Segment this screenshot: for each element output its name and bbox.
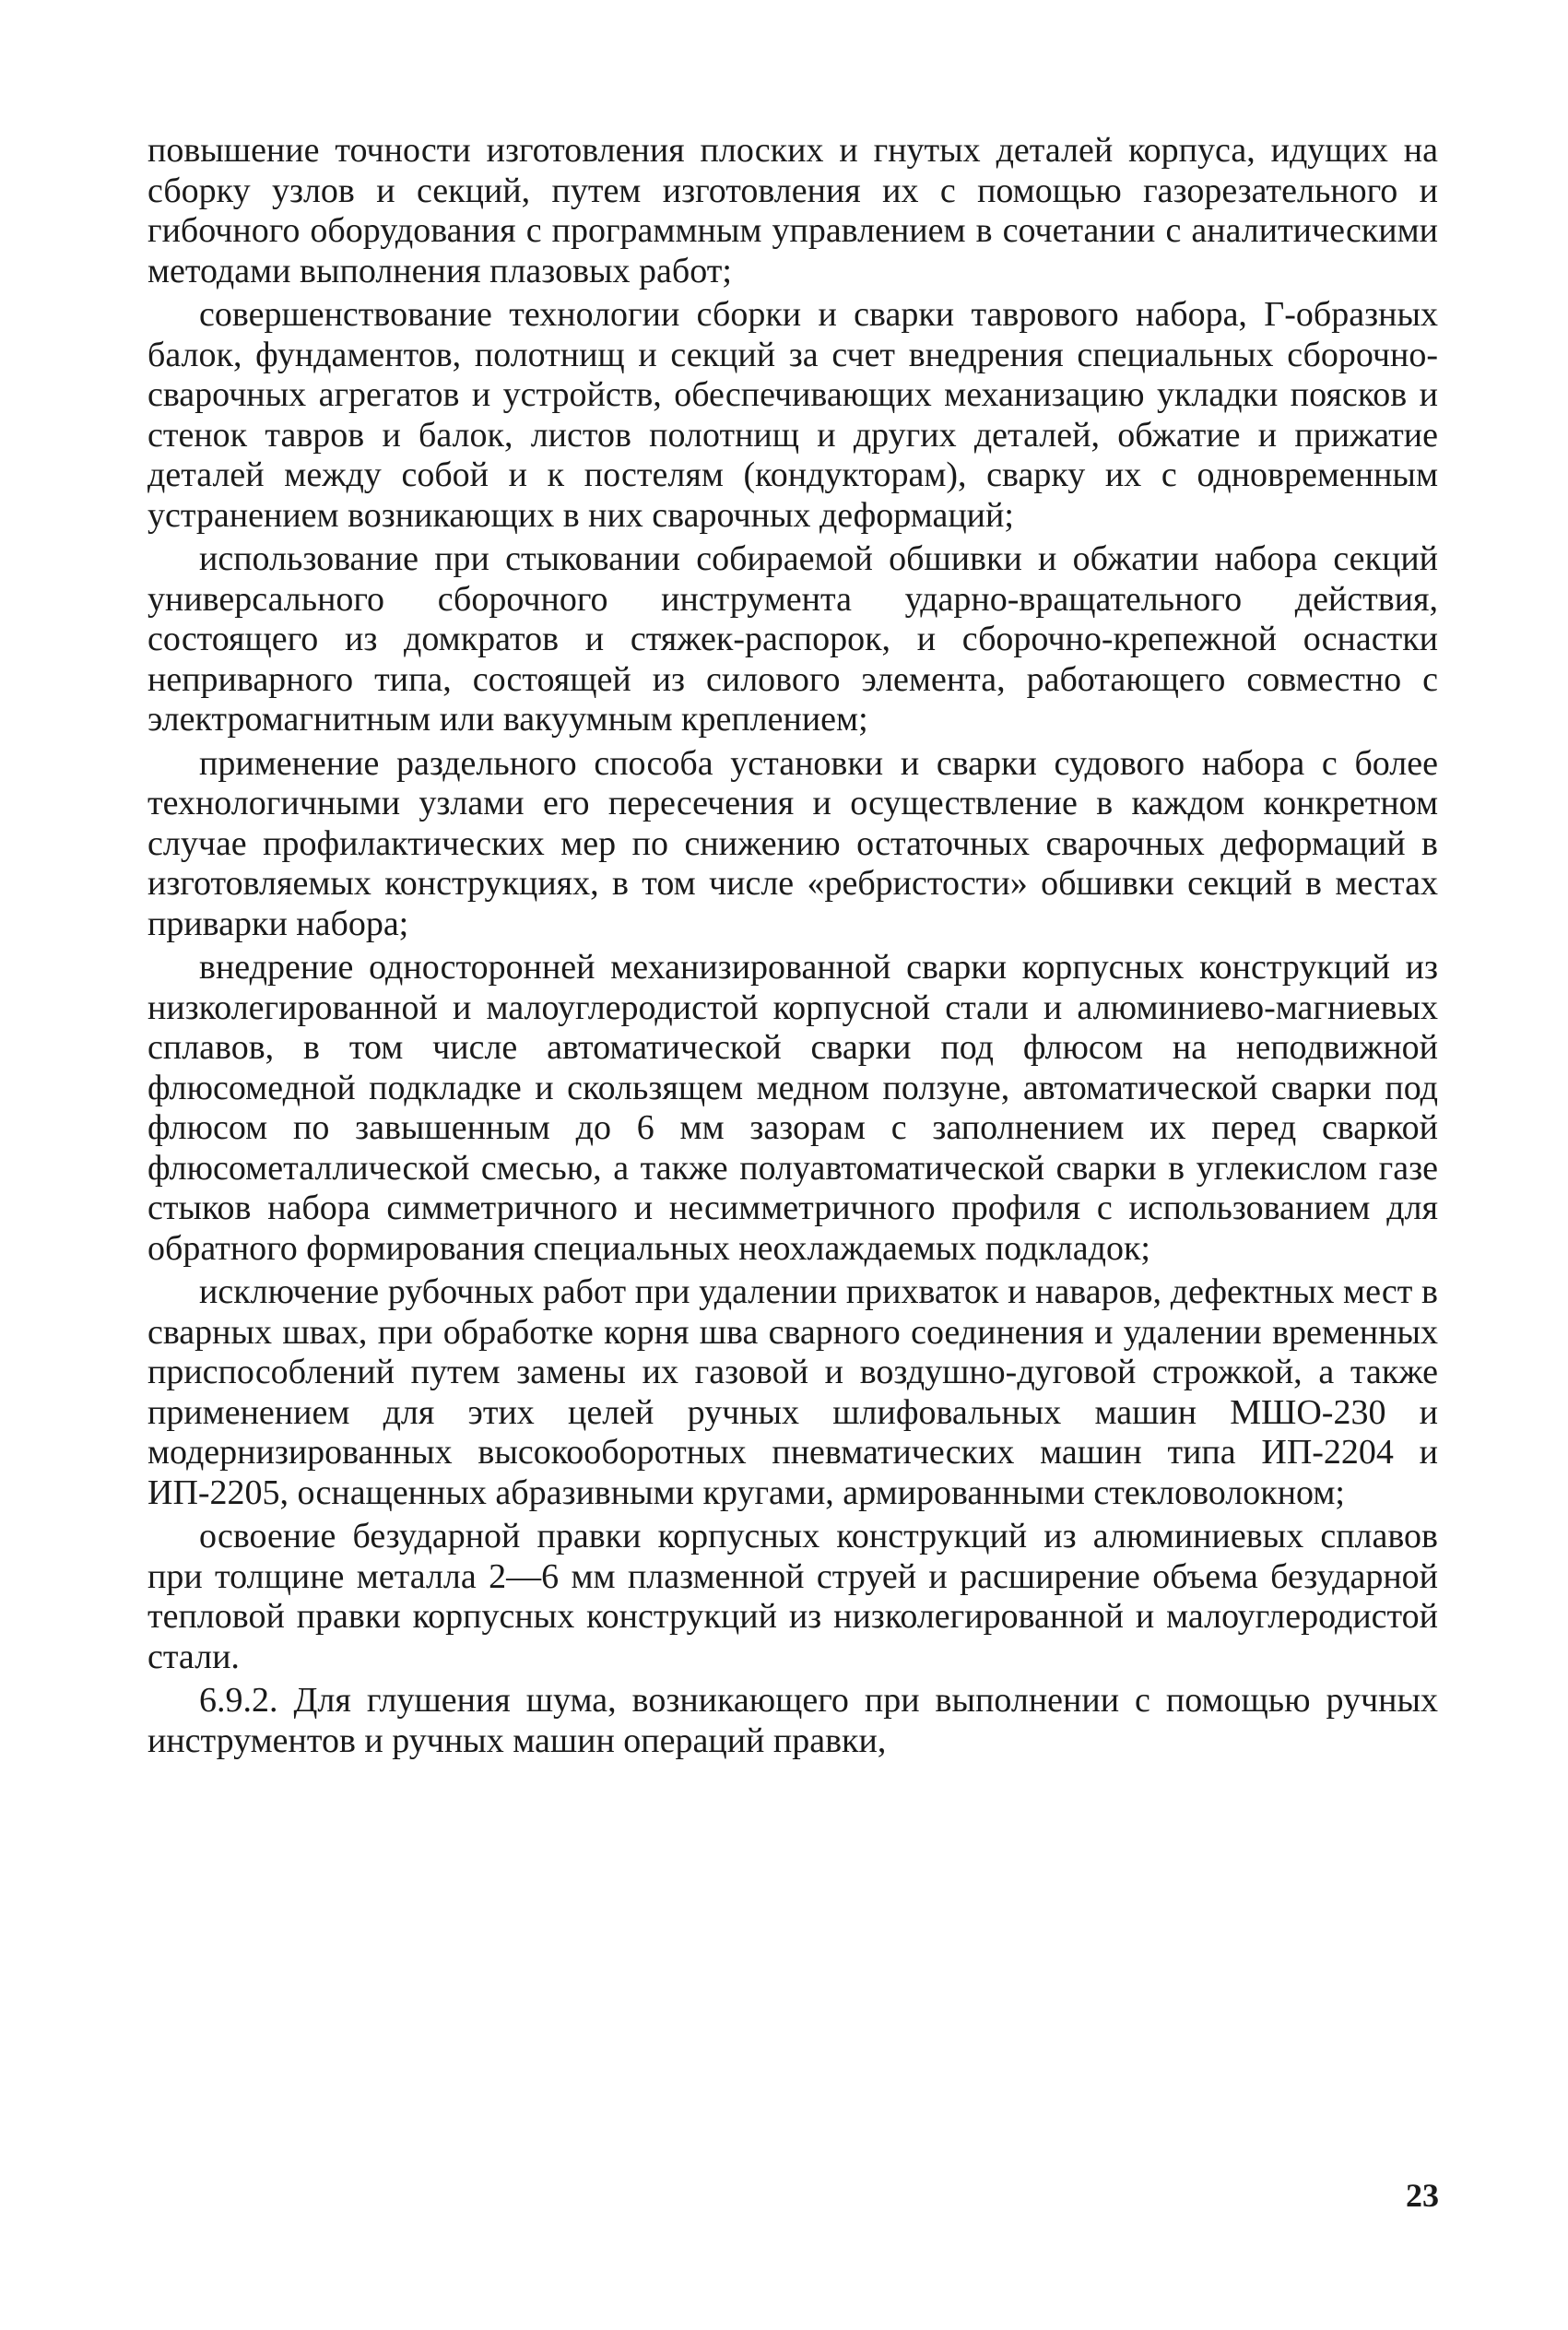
paragraph-joining-tools: использование при стыковании собираемой обшивки и обжатии набора секций универсального сборочного инструмента ударно-вращательного действия, состоящего из домкратов и стяжек-распорок, и сборочно-крепежной оснастки неприварного типа, состоящей из силового элемента, работающего совместно с электромагнитным или вакуумным креплением;: [147, 539, 1438, 739]
page-number: 23: [1406, 2177, 1439, 2214]
paragraph-precision: повышение точности изготовления плоских и гнутых деталей корпуса, идущих на сборку узлов и секций, путем изготовления их с помощью газорезательного и гибочного оборудования с программным управлением в сочетании с аналитическими методами выполнения плазовых работ;: [147, 131, 1438, 290]
paragraph-one-sided-welding: внедрение односторонней механизированной сварки корпусных конструкций из низколегированной и малоуглеродистой корпусной стали и алюминиево-магниевых сплавов, в том числе автоматической сварки под флюсом на неподвижной флюсомедной подкладке и скользящем медном ползуне, автоматической сварки под флюсом по завышенным до 6 мм зазорам с заполнением их перед сваркой флюсометаллической смесью, а также полуавтоматической сварки в углекислом газе стыков набора симметричного и несимметричного профиля с использованием для обратного формирования специальных неохлаждаемых подкладок;: [147, 948, 1438, 1268]
paragraph-noise-section: 6.9.2. Для глушения шума, возникающего при выполнении с помощью ручных инструментов и ручных машин операций правки,: [147, 1681, 1438, 1760]
paragraph-cutting-exclusion: исключение рубочных работ при удалении прихваток и наваров, дефектных мест в сварных швах, при обработке корня шва сварного соединения и удалении временных приспособлений путем замены их газовой и воздушно-дуговой строжкой, а также применением для этих целей ручных шлифовальных машин МШО-230 и модернизированных высокооборотных пневматических машин типа ИП-2204 и ИП-2205, оснащенных абразивными кругами, армированными стекловолокном;: [147, 1272, 1438, 1512]
paragraph-separate-method: применение раздельного способа установки и сварки судового набора с более технологичными узлами его пересечения и осуществление в каждом конкретном случае профилактических мер по снижению остаточных сварочных деформаций в изготовляемых конструкциях, в том числе «ребристости» обшивки секций в местах приварки набора;: [147, 743, 1438, 943]
paragraph-straightening: освоение безударной правки корпусных конструкций из алюминиевых сплавов при толщине металла 2—6 мм плазменной струей и расширение объема безударной тепловой правки корпусных конструкций из низколегированной и малоуглеродистой стали.: [147, 1517, 1438, 1676]
paragraph-assembly-welding: совершенствование технологии сборки и сварки таврового набора, Г-образных балок, фундаментов, полотнищ и секций за счет внедрения специальных сборочно-сварочных агрегатов и устройств, обеспечивающих механизацию укладки поясков и стенок тавров и балок, листов полотнищ и других деталей, обжатие и прижатие деталей между собой и к постелям (кондукторам), сварку их с одновременным устранением возникающих в них сварочных деформаций;: [147, 295, 1438, 535]
page-body: [147, 131, 1438, 1765]
